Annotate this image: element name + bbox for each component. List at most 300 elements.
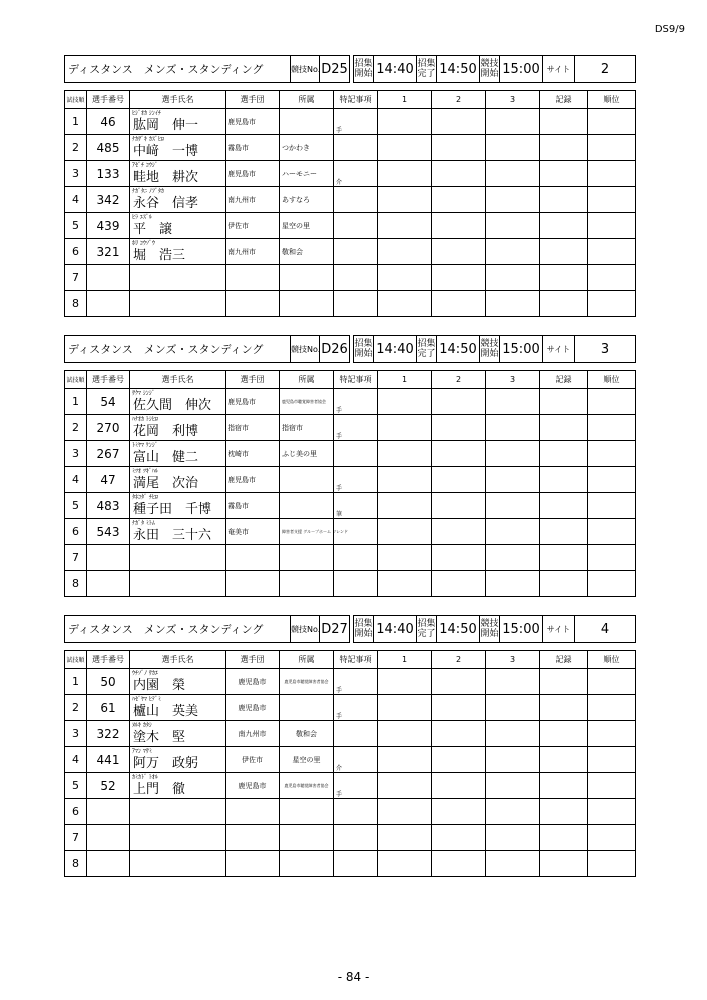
call-start-label: 招集開始 bbox=[354, 616, 374, 643]
call-start-time: 14:40 bbox=[374, 616, 417, 643]
special-note bbox=[334, 799, 378, 825]
bib-number bbox=[87, 291, 130, 317]
trial-order: 3 bbox=[65, 161, 87, 187]
bib-number bbox=[87, 825, 130, 851]
round-2-cell[interactable] bbox=[432, 695, 486, 721]
rank-cell[interactable] bbox=[588, 109, 636, 135]
record-cell[interactable] bbox=[540, 187, 588, 213]
record-cell[interactable] bbox=[540, 773, 588, 799]
bib-number: 267 bbox=[87, 441, 130, 467]
round-3-cell[interactable] bbox=[486, 187, 540, 213]
col-bib: 選手番号 bbox=[87, 91, 130, 109]
athlete-name-cell bbox=[130, 825, 226, 851]
athlete-name: 満尾 次治 bbox=[133, 476, 199, 491]
athlete-name: 堀 浩三 bbox=[133, 248, 186, 263]
table-row bbox=[65, 721, 636, 747]
round-3-cell[interactable] bbox=[486, 851, 540, 877]
site-number: 2 bbox=[575, 56, 636, 83]
record-cell[interactable] bbox=[540, 239, 588, 265]
rank-cell[interactable] bbox=[588, 747, 636, 773]
event-code: D26 bbox=[320, 336, 350, 363]
col-order: 試技順 bbox=[65, 371, 87, 389]
special-note bbox=[334, 441, 378, 467]
rank-cell[interactable] bbox=[588, 135, 636, 161]
athlete-name: 肱岡 伸一 bbox=[133, 118, 199, 133]
athlete-affiliation: 鹿児島市聴覚障害者協会 bbox=[280, 389, 334, 415]
comp-start-time: 15:00 bbox=[500, 616, 543, 643]
athlete-affiliation: 指宿市 bbox=[280, 415, 334, 441]
round-1-cell[interactable] bbox=[378, 239, 432, 265]
round-1-cell[interactable] bbox=[378, 851, 432, 877]
record-cell[interactable] bbox=[540, 721, 588, 747]
round-3-cell[interactable] bbox=[486, 825, 540, 851]
round-2-cell[interactable] bbox=[432, 747, 486, 773]
athlete-table bbox=[64, 650, 636, 877]
round-3-cell[interactable] bbox=[486, 669, 540, 695]
athlete-name-kana: ﾎﾘ ｺｳｿﾞｳ bbox=[132, 240, 155, 247]
round-3-cell[interactable] bbox=[486, 799, 540, 825]
bib-number bbox=[87, 545, 130, 571]
record-cell[interactable] bbox=[540, 571, 588, 597]
round-1-cell[interactable] bbox=[378, 669, 432, 695]
table-row bbox=[65, 493, 636, 519]
rank-cell[interactable] bbox=[588, 415, 636, 441]
col-name: 選手氏名 bbox=[130, 651, 226, 669]
call-start-time: 14:40 bbox=[374, 336, 417, 363]
athlete-affiliation bbox=[280, 467, 334, 493]
athlete-name-kana: ﾐﾂｵ ﾂｷﾞﾊﾙ bbox=[132, 468, 158, 475]
trial-order: 4 bbox=[65, 187, 87, 213]
athlete-name-cell bbox=[130, 415, 226, 441]
col-name: 選手氏名 bbox=[130, 91, 226, 109]
col-record: 記録 bbox=[540, 371, 588, 389]
call-end-time: 14:50 bbox=[437, 616, 480, 643]
record-cell[interactable] bbox=[540, 493, 588, 519]
rank-cell[interactable] bbox=[588, 825, 636, 851]
round-3-cell[interactable] bbox=[486, 747, 540, 773]
round-3-cell[interactable] bbox=[486, 265, 540, 291]
table-row bbox=[65, 213, 636, 239]
special-note bbox=[334, 239, 378, 265]
event-no-label: 競技No. bbox=[291, 616, 320, 643]
athlete-team: 鹿児島市 bbox=[226, 467, 280, 493]
call-start-time: 14:40 bbox=[374, 56, 417, 83]
round-1-cell[interactable] bbox=[378, 493, 432, 519]
trial-order: 1 bbox=[65, 389, 87, 415]
round-2-cell[interactable] bbox=[432, 773, 486, 799]
call-start-label: 招集開始 bbox=[354, 336, 374, 363]
round-3-cell[interactable] bbox=[486, 389, 540, 415]
bib-number bbox=[87, 571, 130, 597]
athlete-affiliation bbox=[280, 799, 334, 825]
rank-cell[interactable] bbox=[588, 187, 636, 213]
athlete-name-kana: ｱﾏﾝ ﾏｻﾐ bbox=[132, 748, 152, 755]
col-affiliation: 所属 bbox=[280, 91, 334, 109]
col-round-3: 3 bbox=[486, 371, 540, 389]
round-1-cell[interactable] bbox=[378, 545, 432, 571]
round-2-cell[interactable] bbox=[432, 519, 486, 545]
col-rank: 順位 bbox=[588, 371, 636, 389]
record-cell[interactable] bbox=[540, 291, 588, 317]
col-round-1: 1 bbox=[378, 371, 432, 389]
athlete-name-kana: ﾅｶｻﾞｷ ｶｽﾞﾋﾛ bbox=[132, 136, 164, 143]
athlete-name-cell bbox=[130, 669, 226, 695]
round-1-cell[interactable] bbox=[378, 161, 432, 187]
round-1-cell[interactable] bbox=[378, 571, 432, 597]
athlete-name-cell bbox=[130, 773, 226, 799]
table-row bbox=[65, 799, 636, 825]
special-note bbox=[334, 851, 378, 877]
record-cell[interactable] bbox=[540, 467, 588, 493]
rank-cell[interactable] bbox=[588, 519, 636, 545]
col-note: 特記事項 bbox=[334, 651, 378, 669]
record-cell[interactable] bbox=[540, 799, 588, 825]
event-title: ディスタンス メンズ・スタンディング bbox=[65, 56, 291, 83]
round-2-cell[interactable] bbox=[432, 493, 486, 519]
round-1-cell[interactable] bbox=[378, 135, 432, 161]
round-1-cell[interactable] bbox=[378, 799, 432, 825]
athlete-name-cell bbox=[130, 239, 226, 265]
comp-start-label: 競技開始 bbox=[480, 336, 500, 363]
round-2-cell[interactable] bbox=[432, 721, 486, 747]
rank-cell[interactable] bbox=[588, 213, 636, 239]
round-1-cell[interactable] bbox=[378, 187, 432, 213]
special-note bbox=[334, 291, 378, 317]
site-label: サイト bbox=[543, 336, 575, 363]
round-1-cell[interactable] bbox=[378, 291, 432, 317]
special-note bbox=[334, 721, 378, 747]
comp-start-label: 競技開始 bbox=[480, 616, 500, 643]
round-2-cell[interactable] bbox=[432, 571, 486, 597]
round-3-cell[interactable] bbox=[486, 415, 540, 441]
call-start-label: 招集開始 bbox=[354, 56, 374, 83]
table-row bbox=[65, 669, 636, 695]
trial-order: 5 bbox=[65, 213, 87, 239]
round-3-cell[interactable] bbox=[486, 161, 540, 187]
record-cell[interactable] bbox=[540, 695, 588, 721]
rank-cell[interactable] bbox=[588, 721, 636, 747]
athlete-affiliation bbox=[280, 291, 334, 317]
col-round-2: 2 bbox=[432, 651, 486, 669]
round-3-cell[interactable] bbox=[486, 135, 540, 161]
round-2-cell[interactable] bbox=[432, 109, 486, 135]
rank-cell[interactable] bbox=[588, 161, 636, 187]
rank-cell[interactable] bbox=[588, 493, 636, 519]
col-rank: 順位 bbox=[588, 91, 636, 109]
trial-order: 2 bbox=[65, 695, 87, 721]
rank-cell[interactable] bbox=[588, 467, 636, 493]
call-end-label: 招集完了 bbox=[417, 616, 437, 643]
special-note: 手 bbox=[334, 109, 378, 135]
record-cell[interactable] bbox=[540, 545, 588, 571]
round-1-cell[interactable] bbox=[378, 467, 432, 493]
round-2-cell[interactable] bbox=[432, 213, 486, 239]
rank-cell[interactable] bbox=[588, 799, 636, 825]
col-order: 試技順 bbox=[65, 651, 87, 669]
call-end-time: 14:50 bbox=[437, 56, 480, 83]
record-cell[interactable] bbox=[540, 519, 588, 545]
round-3-cell[interactable] bbox=[486, 239, 540, 265]
col-rank: 順位 bbox=[588, 651, 636, 669]
table-row bbox=[65, 239, 636, 265]
special-note: 手 bbox=[334, 389, 378, 415]
round-3-cell[interactable] bbox=[486, 695, 540, 721]
round-3-cell[interactable] bbox=[486, 519, 540, 545]
round-1-cell[interactable] bbox=[378, 773, 432, 799]
call-end-label: 招集完了 bbox=[417, 336, 437, 363]
athlete-name-cell bbox=[130, 441, 226, 467]
round-3-cell[interactable] bbox=[486, 467, 540, 493]
table-row bbox=[65, 825, 636, 851]
round-2-cell[interactable] bbox=[432, 187, 486, 213]
athlete-name: 永谷 信孝 bbox=[133, 196, 199, 211]
athlete-name: 永田 三十六 bbox=[133, 528, 212, 543]
rank-cell[interactable] bbox=[588, 545, 636, 571]
record-cell[interactable] bbox=[540, 265, 588, 291]
bib-number: 321 bbox=[87, 239, 130, 265]
round-2-cell[interactable] bbox=[432, 265, 486, 291]
athlete-name-kana: ﾇﾙｷ ｶﾀｼ bbox=[132, 722, 152, 729]
athlete-affiliation: あすなろ bbox=[280, 187, 334, 213]
round-3-cell[interactable] bbox=[486, 721, 540, 747]
col-name: 選手氏名 bbox=[130, 371, 226, 389]
rank-cell[interactable] bbox=[588, 695, 636, 721]
round-2-cell[interactable] bbox=[432, 669, 486, 695]
trial-order: 1 bbox=[65, 109, 87, 135]
group-title-table bbox=[64, 55, 636, 83]
bib-number: 54 bbox=[87, 389, 130, 415]
round-1-cell[interactable] bbox=[378, 747, 432, 773]
record-cell[interactable] bbox=[540, 135, 588, 161]
record-cell[interactable] bbox=[540, 441, 588, 467]
athlete-team: 伊佐市 bbox=[226, 213, 280, 239]
col-round-2: 2 bbox=[432, 371, 486, 389]
round-1-cell[interactable] bbox=[378, 389, 432, 415]
round-2-cell[interactable] bbox=[432, 545, 486, 571]
athlete-name-kana: ﾄﾐﾔﾏ ｹﾝｼﾞ bbox=[132, 442, 158, 449]
round-2-cell[interactable] bbox=[432, 799, 486, 825]
rank-cell[interactable] bbox=[588, 669, 636, 695]
col-bib: 選手番号 bbox=[87, 651, 130, 669]
col-team: 選手団 bbox=[226, 91, 280, 109]
rank-cell[interactable] bbox=[588, 441, 636, 467]
round-2-cell[interactable] bbox=[432, 851, 486, 877]
athlete-team: 霧島市 bbox=[226, 135, 280, 161]
rank-cell[interactable] bbox=[588, 291, 636, 317]
athlete-name: 畦地 耕次 bbox=[133, 170, 199, 185]
rank-cell[interactable] bbox=[588, 851, 636, 877]
athlete-name: 阿万 政躬 bbox=[133, 756, 199, 771]
athlete-team bbox=[226, 851, 280, 877]
record-cell[interactable] bbox=[540, 669, 588, 695]
athlete-team: 鹿児島市 bbox=[226, 669, 280, 695]
trial-order: 6 bbox=[65, 239, 87, 265]
table-row bbox=[65, 467, 636, 493]
col-round-3: 3 bbox=[486, 651, 540, 669]
athlete-name-cell bbox=[130, 571, 226, 597]
athlete-team: 鹿児島市 bbox=[226, 109, 280, 135]
col-team: 選手団 bbox=[226, 651, 280, 669]
athlete-name-cell bbox=[130, 467, 226, 493]
athlete-team: 鹿児島市 bbox=[226, 695, 280, 721]
athlete-team: 南九州市 bbox=[226, 239, 280, 265]
athlete-team: 南九州市 bbox=[226, 187, 280, 213]
athlete-name-kana: ﾅｶﾞﾀﾆ ﾉﾌﾞﾀｶ bbox=[132, 188, 164, 195]
athlete-team bbox=[226, 265, 280, 291]
site-number: 3 bbox=[575, 336, 636, 363]
athlete-affiliation: ふじ美の里 bbox=[280, 441, 334, 467]
round-1-cell[interactable] bbox=[378, 213, 432, 239]
table-row bbox=[65, 109, 636, 135]
athlete-name-kana: ﾀﾈｺﾀﾞ ﾁﾋﾛ bbox=[132, 494, 158, 501]
athlete-table bbox=[64, 90, 636, 317]
athlete-affiliation bbox=[280, 695, 334, 721]
round-2-cell[interactable] bbox=[432, 389, 486, 415]
athlete-affiliation: ハーモニー bbox=[280, 161, 334, 187]
page-number: - 84 - bbox=[337, 970, 370, 984]
rank-cell[interactable] bbox=[588, 265, 636, 291]
athlete-team: 枕崎市 bbox=[226, 441, 280, 467]
special-note bbox=[334, 135, 378, 161]
bib-number bbox=[87, 851, 130, 877]
trial-order: 2 bbox=[65, 415, 87, 441]
round-3-cell[interactable] bbox=[486, 545, 540, 571]
round-3-cell[interactable] bbox=[486, 493, 540, 519]
athlete-name-cell bbox=[130, 851, 226, 877]
special-note: 介 bbox=[334, 161, 378, 187]
round-3-cell[interactable] bbox=[486, 441, 540, 467]
trial-order: 2 bbox=[65, 135, 87, 161]
athlete-name-cell bbox=[130, 265, 226, 291]
athlete-name: 種子田 千博 bbox=[133, 502, 212, 517]
round-2-cell[interactable] bbox=[432, 135, 486, 161]
trial-order: 7 bbox=[65, 265, 87, 291]
col-team: 選手団 bbox=[226, 371, 280, 389]
athlete-team: 伊佐市 bbox=[226, 747, 280, 773]
record-cell[interactable] bbox=[540, 851, 588, 877]
record-cell[interactable] bbox=[540, 389, 588, 415]
table-row bbox=[65, 695, 636, 721]
record-cell[interactable] bbox=[540, 747, 588, 773]
round-1-cell[interactable] bbox=[378, 721, 432, 747]
round-3-cell[interactable] bbox=[486, 109, 540, 135]
bib-number bbox=[87, 265, 130, 291]
event-code: D25 bbox=[320, 56, 350, 83]
trial-order: 5 bbox=[65, 493, 87, 519]
site-label: サイト bbox=[543, 616, 575, 643]
trial-order: 6 bbox=[65, 799, 87, 825]
round-1-cell[interactable] bbox=[378, 695, 432, 721]
round-2-cell[interactable] bbox=[432, 415, 486, 441]
athlete-name-cell bbox=[130, 291, 226, 317]
trial-order: 1 bbox=[65, 669, 87, 695]
record-cell[interactable] bbox=[540, 109, 588, 135]
round-2-cell[interactable] bbox=[432, 291, 486, 317]
athlete-team: 奄美市 bbox=[226, 519, 280, 545]
page-id: DS9/9 bbox=[654, 24, 685, 35]
athlete-name: 内園 榮 bbox=[133, 678, 186, 693]
bib-number: 61 bbox=[87, 695, 130, 721]
athlete-affiliation: つかわき bbox=[280, 135, 334, 161]
bib-number: 342 bbox=[87, 187, 130, 213]
special-note: 手 bbox=[334, 415, 378, 441]
round-1-cell[interactable] bbox=[378, 519, 432, 545]
round-2-cell[interactable] bbox=[432, 441, 486, 467]
athlete-team: 指宿市 bbox=[226, 415, 280, 441]
athlete-name-kana: ﾋﾗ ﾕｽﾞﾙ bbox=[132, 214, 152, 221]
athlete-affiliation bbox=[280, 545, 334, 571]
athlete-name-cell bbox=[130, 695, 226, 721]
athlete-name: 中﨑 一博 bbox=[133, 144, 199, 159]
rank-cell[interactable] bbox=[588, 239, 636, 265]
athlete-name-kana: ｳﾁｿﾞﾉ ｻｶｴ bbox=[132, 670, 158, 677]
trial-order: 4 bbox=[65, 467, 87, 493]
event-code: D27 bbox=[320, 616, 350, 643]
col-bib: 選手番号 bbox=[87, 371, 130, 389]
bib-number: 52 bbox=[87, 773, 130, 799]
athlete-team bbox=[226, 571, 280, 597]
special-note: 筆 bbox=[334, 493, 378, 519]
bib-number: 270 bbox=[87, 415, 130, 441]
competition-group bbox=[64, 335, 635, 597]
bib-number: 46 bbox=[87, 109, 130, 135]
call-end-time: 14:50 bbox=[437, 336, 480, 363]
bib-number: 543 bbox=[87, 519, 130, 545]
bib-number: 322 bbox=[87, 721, 130, 747]
col-record: 記録 bbox=[540, 91, 588, 109]
special-note: 手 bbox=[334, 669, 378, 695]
rank-cell[interactable] bbox=[588, 571, 636, 597]
record-cell[interactable] bbox=[540, 415, 588, 441]
rank-cell[interactable] bbox=[588, 773, 636, 799]
record-cell[interactable] bbox=[540, 825, 588, 851]
trial-order: 7 bbox=[65, 545, 87, 571]
trial-order: 3 bbox=[65, 721, 87, 747]
table-row bbox=[65, 135, 636, 161]
round-1-cell[interactable] bbox=[378, 825, 432, 851]
col-order: 試技順 bbox=[65, 91, 87, 109]
athlete-name-cell bbox=[130, 389, 226, 415]
record-cell[interactable] bbox=[540, 213, 588, 239]
bib-number: 47 bbox=[87, 467, 130, 493]
special-note: 手 bbox=[334, 773, 378, 799]
round-1-cell[interactable] bbox=[378, 441, 432, 467]
athlete-team: 霧島市 bbox=[226, 493, 280, 519]
record-cell[interactable] bbox=[540, 161, 588, 187]
athlete-team: 鹿児島市 bbox=[226, 389, 280, 415]
round-3-cell[interactable] bbox=[486, 213, 540, 239]
round-2-cell[interactable] bbox=[432, 239, 486, 265]
round-1-cell[interactable] bbox=[378, 109, 432, 135]
athlete-name-cell bbox=[130, 519, 226, 545]
round-2-cell[interactable] bbox=[432, 161, 486, 187]
round-1-cell[interactable] bbox=[378, 265, 432, 291]
special-note bbox=[334, 571, 378, 597]
round-1-cell[interactable] bbox=[378, 415, 432, 441]
athlete-name: 塗木 堅 bbox=[133, 730, 186, 745]
athlete-name: 上門 徹 bbox=[133, 782, 186, 797]
special-note bbox=[334, 545, 378, 571]
round-3-cell[interactable] bbox=[486, 291, 540, 317]
round-3-cell[interactable] bbox=[486, 571, 540, 597]
rank-cell[interactable] bbox=[588, 389, 636, 415]
round-2-cell[interactable] bbox=[432, 467, 486, 493]
athlete-table bbox=[64, 370, 636, 597]
athlete-team: 南九州市 bbox=[226, 721, 280, 747]
round-3-cell[interactable] bbox=[486, 773, 540, 799]
round-2-cell[interactable] bbox=[432, 825, 486, 851]
athlete-name-kana: ｱｾﾞﾁ ｺｳｼﾞ bbox=[132, 162, 158, 169]
